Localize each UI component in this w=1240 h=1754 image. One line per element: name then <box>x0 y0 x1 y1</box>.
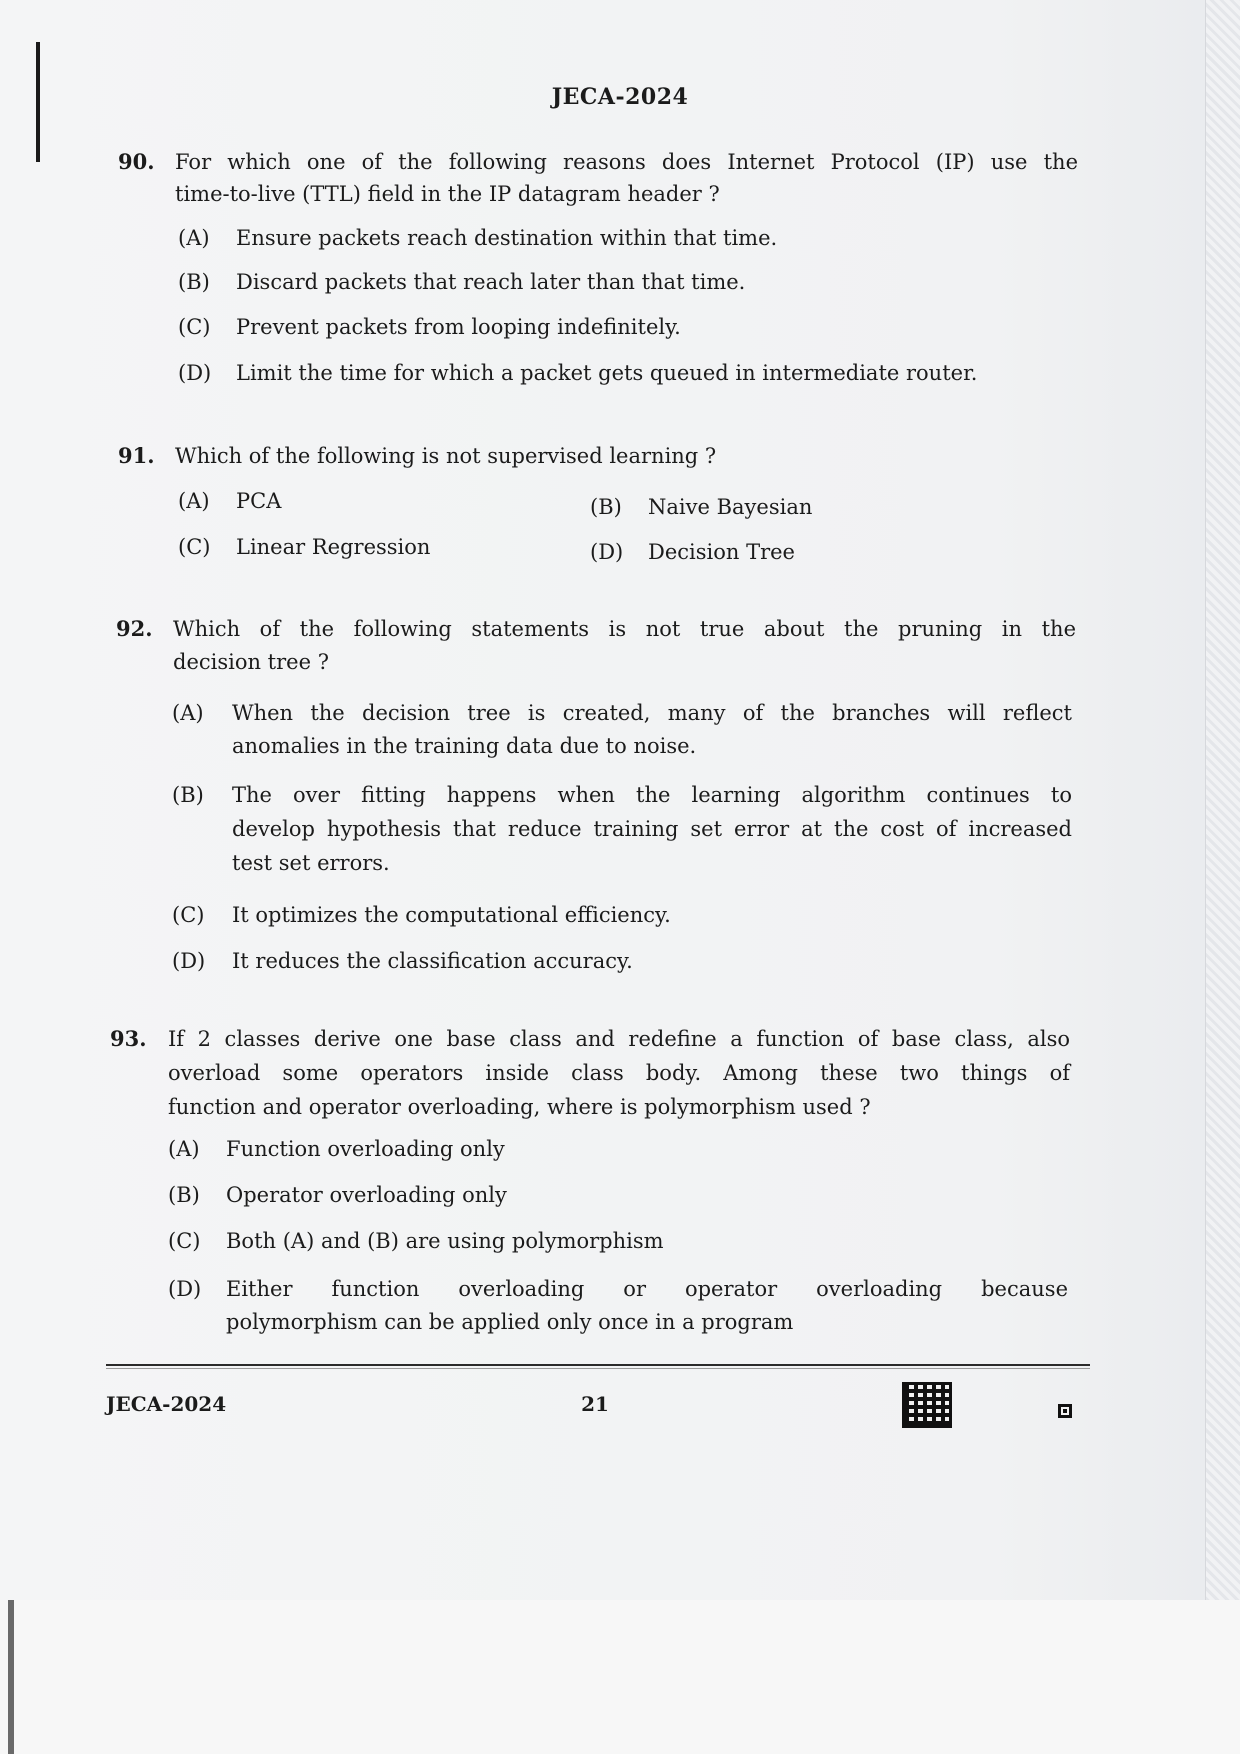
option-label: (C) <box>172 903 205 927</box>
option-93-a <box>168 1132 1068 1166</box>
option-label: (D) <box>178 361 212 385</box>
option-text-line: The over fitting happens when the learning algorithm continues to <box>232 783 1072 807</box>
option-label: (A) <box>172 701 204 725</box>
option-label: (A) <box>168 1137 200 1161</box>
scan-blank-area <box>0 1600 1240 1754</box>
option-label: (B) <box>590 495 622 519</box>
option-label: (C) <box>168 1229 201 1253</box>
option-text: Ensure packets reach destination within that time. <box>236 226 778 250</box>
option-text: Function overloading only <box>226 1137 505 1161</box>
question-text-line: time-to-live (TTL) field in the IP datagram header ? <box>175 182 720 206</box>
option-92-c <box>172 898 1072 932</box>
option-92-b <box>172 778 1072 882</box>
option-92-d <box>172 944 1072 978</box>
page-edge-fold <box>1205 0 1240 1640</box>
option-text: Decision Tree <box>648 540 795 564</box>
option-text: Linear Regression <box>236 535 431 559</box>
question-text-line: function and operator overloading, where is polymorphism used ? <box>168 1095 871 1119</box>
footer-exam-code: JECA-2024 <box>106 1392 227 1416</box>
page-header-title: JECA-2024 <box>551 84 689 110</box>
question-number: 90. <box>118 149 155 174</box>
option-93-b <box>168 1178 1068 1212</box>
option-text: Naive Bayesian <box>648 495 813 519</box>
option-90-b <box>178 265 1058 299</box>
option-text: It optimizes the computational efficiency. <box>232 903 671 927</box>
option-label: (B) <box>178 270 210 294</box>
option-text: Operator overloading only <box>226 1183 507 1207</box>
option-93-c <box>168 1224 1068 1258</box>
option-label: (D) <box>590 540 624 564</box>
option-text-line: polymorphism can be applied only once in a program <box>226 1310 794 1334</box>
option-text: PCA <box>236 489 282 513</box>
option-text: Prevent packets from looping indefinitely. <box>236 315 681 339</box>
option-91-b <box>590 490 970 524</box>
question-number: 91. <box>118 443 155 468</box>
option-text: Limit the time for which a packet gets queued in intermediate router. <box>236 361 978 385</box>
option-text: Discard packets that reach later than that time. <box>236 270 746 294</box>
question-93 <box>110 1022 1070 1126</box>
option-text-line: anomalies in the training data due to noise. <box>232 734 697 758</box>
option-91-a <box>178 484 558 518</box>
question-text-line: For which one of the following reasons does Internet Protocol (IP) use the <box>175 150 1078 174</box>
option-label: (C) <box>178 535 211 559</box>
option-label: (A) <box>178 226 210 250</box>
question-90 <box>118 145 1078 215</box>
footer-page-number: 21 <box>581 1392 609 1416</box>
footer-rule <box>106 1364 1090 1366</box>
question-text-line: Which of the following is not supervised learning ? <box>175 444 717 468</box>
option-90-a <box>178 221 1058 255</box>
option-label: (D) <box>168 1277 202 1301</box>
option-text-line: Either function overloading or operator overloading because <box>226 1277 1068 1301</box>
option-text: Both (A) and (B) are using polymorphism <box>226 1229 664 1253</box>
option-text-line: When the decision tree is created, many of the branches will reflect <box>232 701 1072 725</box>
option-text: It reduces the classification accuracy. <box>232 949 633 973</box>
option-label: (A) <box>178 489 210 513</box>
option-label: (B) <box>168 1183 200 1207</box>
question-92 <box>116 612 1076 682</box>
option-93-d <box>168 1272 1068 1342</box>
option-label: (B) <box>172 783 204 807</box>
question-number: 93. <box>110 1026 147 1051</box>
question-text-line: Which of the following statements is not true about the pruning in the <box>173 617 1076 641</box>
option-91-d <box>590 535 970 569</box>
option-90-c <box>178 310 1058 344</box>
option-92-a <box>172 696 1072 766</box>
question-text-line: decision tree ? <box>173 650 329 674</box>
option-text-line: develop hypothesis that reduce training set error at the cost of increased <box>232 817 1072 841</box>
option-label: (D) <box>172 949 206 973</box>
scan-margin-mark-bottom <box>8 1600 14 1754</box>
question-number: 92. <box>116 616 153 641</box>
option-91-c <box>178 530 558 564</box>
option-label: (C) <box>178 315 211 339</box>
corner-marker-icon <box>1058 1404 1072 1418</box>
qr-code-icon <box>902 1382 952 1428</box>
footer-rule-secondary <box>106 1368 1090 1369</box>
question-text-line: overload some operators inside class body. Among these two things of <box>168 1061 1070 1085</box>
option-90-d <box>178 356 1078 390</box>
question-text-line: If 2 classes derive one base class and redefine a function of base class, also <box>168 1027 1070 1051</box>
option-text-line: test set errors. <box>232 851 390 875</box>
question-91 <box>118 439 1018 473</box>
